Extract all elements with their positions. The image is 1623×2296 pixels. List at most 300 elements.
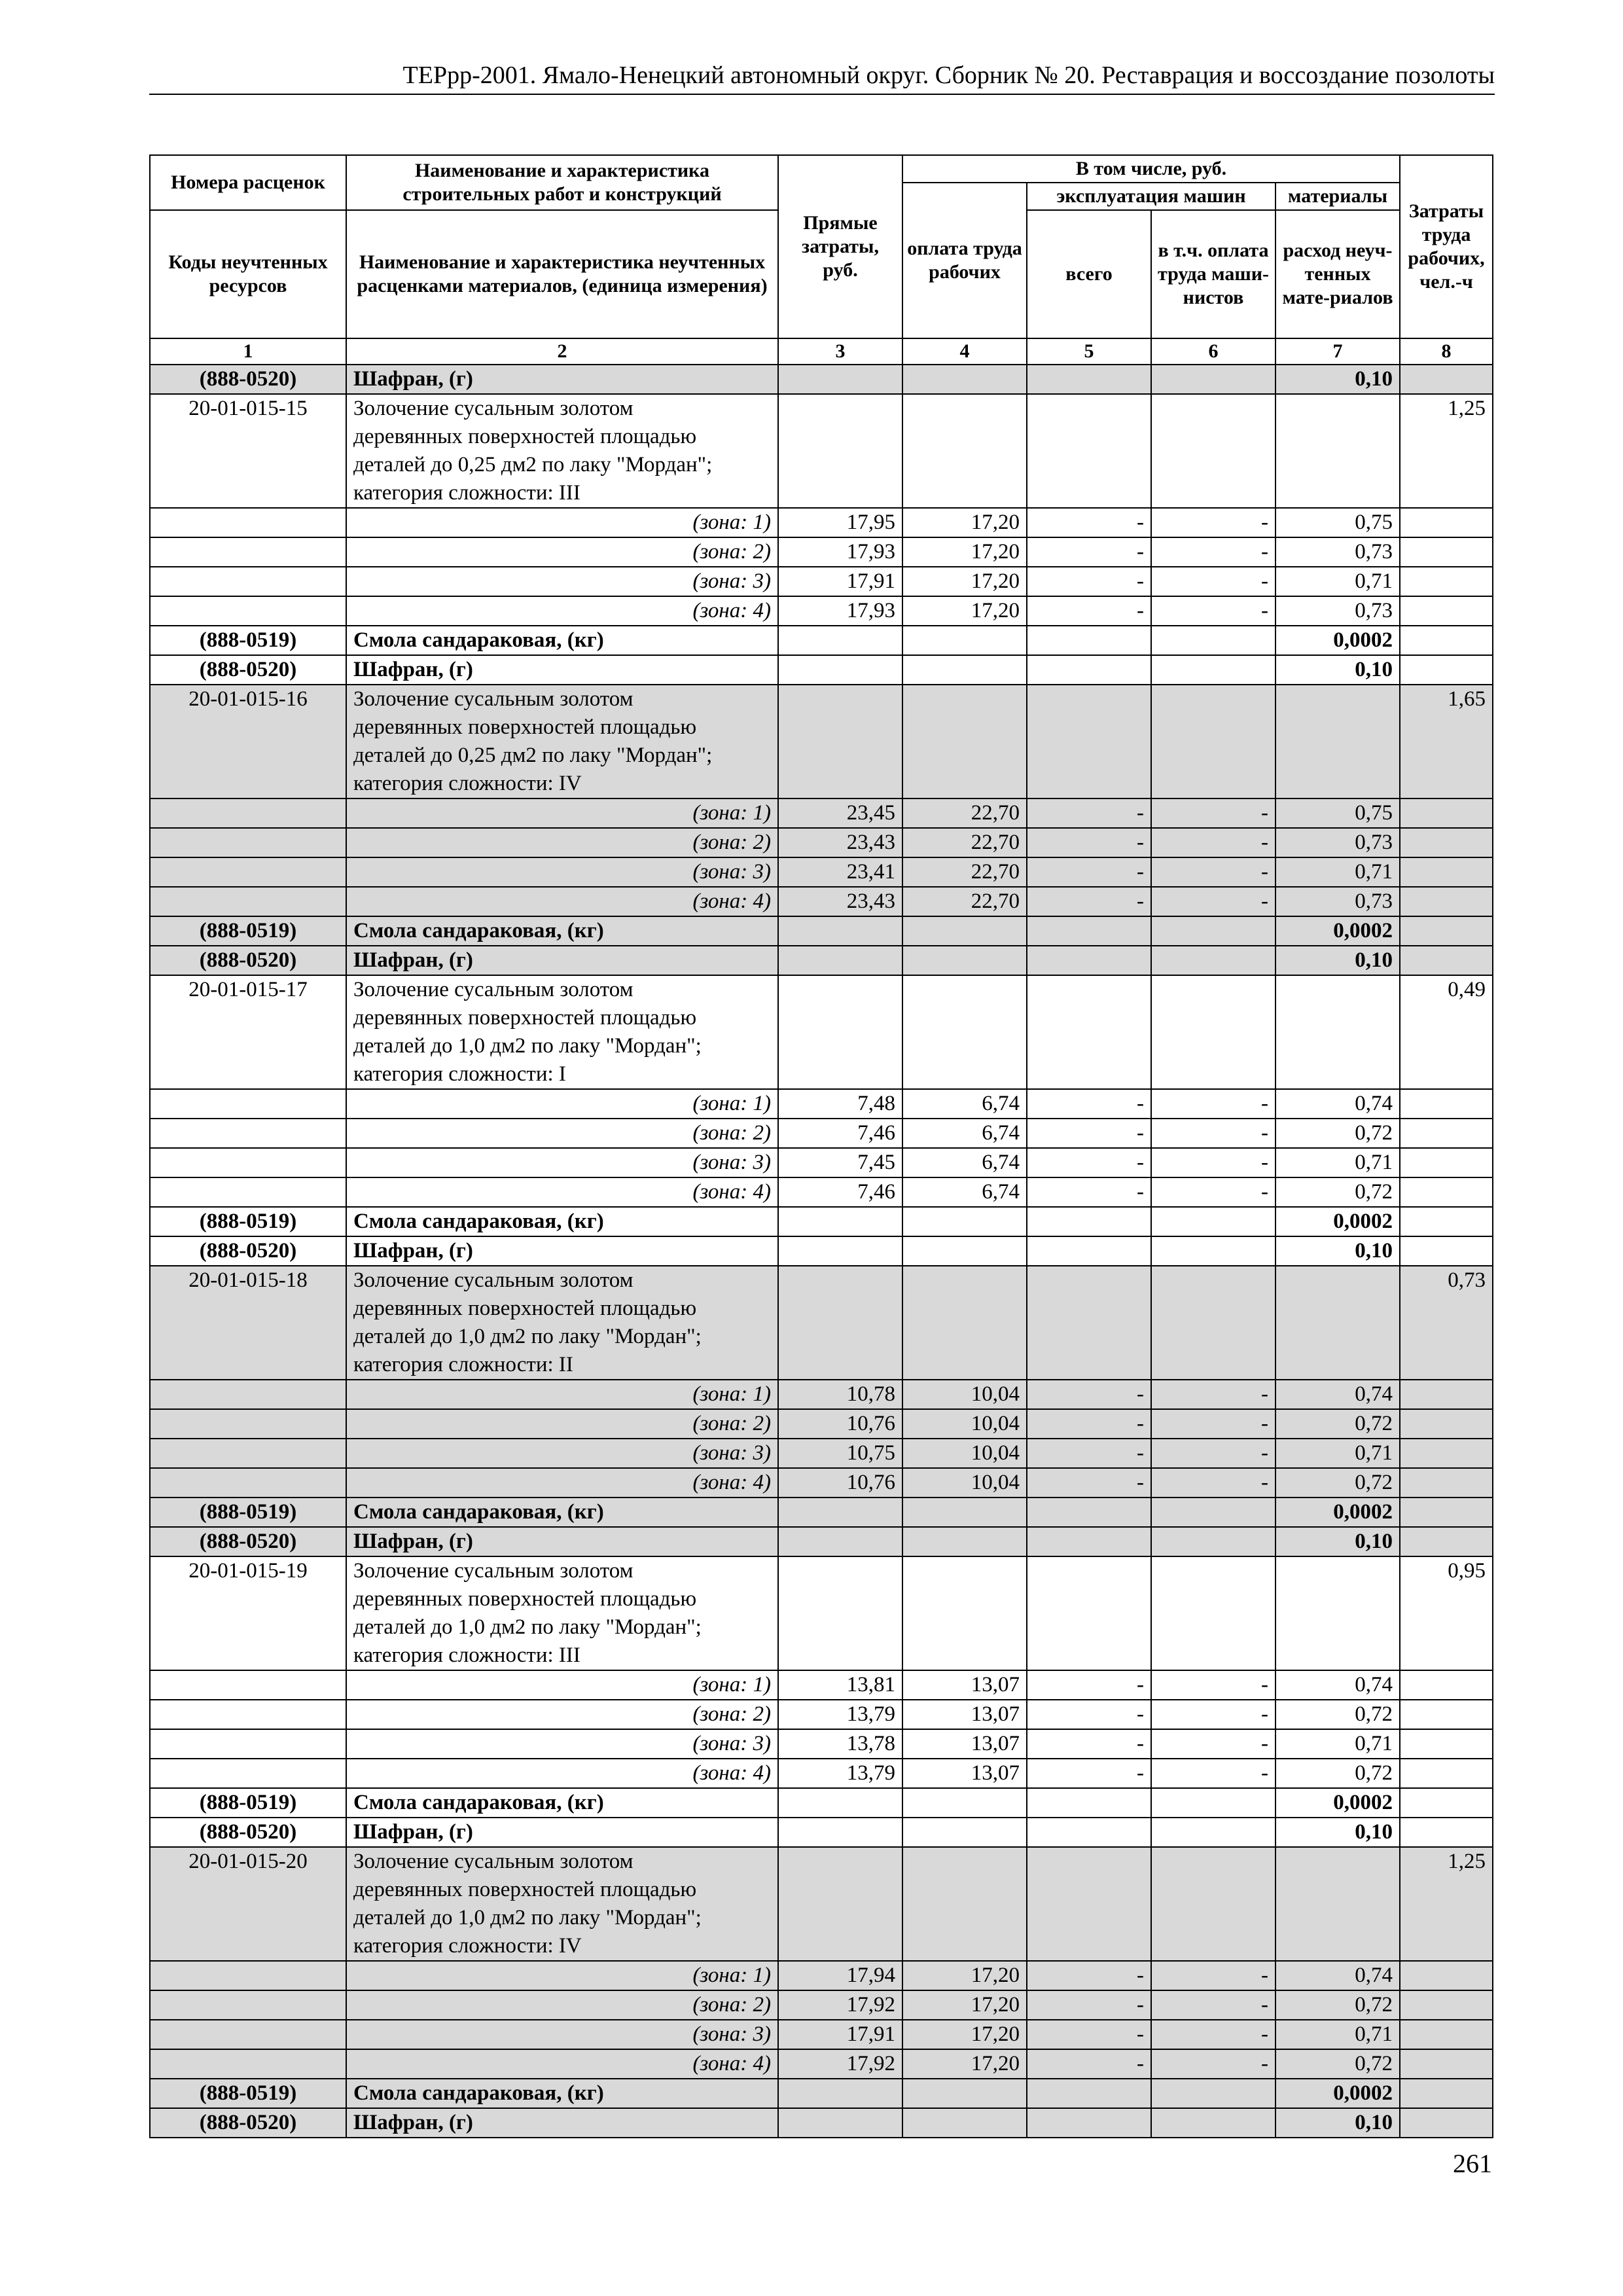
column-number: 6 [1151,338,1275,365]
direct-cost: 10,76 [778,1468,902,1498]
machines-total: - [1027,2049,1151,2079]
rate-block [150,975,1493,1266]
direct-cost: 23,45 [778,798,902,828]
machines-total: - [1027,1990,1151,2020]
description-line: категория сложности: IV [353,1934,582,1958]
description-line: категория сложности: I [353,1062,566,1086]
material-cost: 0,72 [1275,1700,1400,1729]
machines-total: - [1027,887,1151,916]
header-machine-operation: эксплуатация машин [1027,183,1275,210]
machines-total: - [1027,1759,1151,1788]
material-consumption: 0,10 [1275,365,1400,394]
worker-wage: 17,20 [902,508,1027,537]
description-line: деревянных поверхностей площадью [353,425,697,448]
rate-description [346,1266,778,1380]
direct-cost: 23,43 [778,887,902,916]
material-row [150,1527,1493,1556]
zone-row [150,1700,1493,1729]
zone-label: (зона: 3) [346,2020,778,2049]
zone-label: (зона: 2) [346,828,778,857]
material-consumption: 0,0002 [1275,1207,1400,1236]
material-row [150,626,1493,655]
machinist-wage: - [1151,1990,1275,2020]
description-line: категория сложности: IV [353,772,582,795]
direct-cost: 7,46 [778,1177,902,1207]
worker-wage: 10,04 [902,1468,1027,1498]
material-name: Шафран, (г) [346,655,778,685]
machinist-wage: - [1151,1148,1275,1177]
material-name: Смола сандараковая, (кг) [346,626,778,655]
description-line: Золочение сусальным золотом [353,687,633,711]
labor-cost: 0,49 [1400,975,1493,1089]
rate-code: 20-01-015-17 [150,975,346,1089]
rate-code: 20-01-015-15 [150,394,346,508]
zone-row [150,1089,1493,1119]
worker-wage: 6,74 [902,1177,1027,1207]
description-line: категория сложности: II [353,1353,573,1376]
material-name: Смола сандараковая, (кг) [346,1498,778,1527]
material-name: Шафран, (г) [346,1818,778,1847]
description-line: Золочение сусальным золотом [353,1559,633,1583]
zone-label: (зона: 3) [346,1729,778,1759]
machinist-wage: - [1151,1759,1275,1788]
material-name: Шафран, (г) [346,2108,778,2138]
material-row [150,2108,1493,2138]
machines-total: - [1027,508,1151,537]
zone-row [150,798,1493,828]
direct-cost: 13,81 [778,1670,902,1700]
direct-cost: 17,93 [778,596,902,626]
material-row [150,1818,1493,1847]
header-rule [149,94,1495,95]
zone-row [150,1759,1493,1788]
column-number: 3 [778,338,902,365]
machinist-wage: - [1151,567,1275,596]
zone-row [150,1670,1493,1700]
machines-total: - [1027,1670,1151,1700]
material-row [150,2079,1493,2108]
rate-row [150,1847,1493,1961]
material-row [150,1498,1493,1527]
material-name: Шафран, (г) [346,1527,778,1556]
description-line: Золочение сусальным золотом [353,978,633,1001]
header-direct-costs: Прямые затраты, руб. [778,155,902,338]
header-unaccounted-materials: расход неуч-тенных мате-риалов [1275,210,1400,338]
running-header: ТЕРрр-2001. Ямало-Ненецкий автономный округ. Сборник № 20. Реставрация и воссоздание позолоты [402,62,1495,89]
zone-label: (зона: 4) [346,1759,778,1788]
direct-cost: 7,46 [778,1119,902,1148]
zone-label: (зона: 4) [346,2049,778,2079]
zone-row [150,537,1493,567]
direct-cost: 17,93 [778,537,902,567]
zone-label: (зона: 2) [346,1990,778,2020]
zone-row [150,1119,1493,1148]
worker-wage: 17,20 [902,1961,1027,1990]
zone-row [150,567,1493,596]
material-cost: 0,72 [1275,1468,1400,1498]
machinist-wage: - [1151,537,1275,567]
zone-label: (зона: 3) [346,857,778,887]
machinist-wage: - [1151,596,1275,626]
zone-row [150,887,1493,916]
material-name: Шафран, (г) [346,365,778,394]
description-line: деталей до 1,0 дм2 по лаку "Мордан"; [353,1615,702,1639]
labor-cost: 1,25 [1400,394,1493,508]
direct-cost: 10,76 [778,1409,902,1439]
description-line: категория сложности: III [353,1643,580,1667]
zone-label: (зона: 4) [346,1468,778,1498]
direct-cost: 7,48 [778,1089,902,1119]
zone-label: (зона: 4) [346,596,778,626]
header-rate-numbers: Номера расценок [150,155,346,210]
rate-description [346,975,778,1089]
rate-block [150,1266,1493,1556]
direct-cost: 17,94 [778,1961,902,1990]
rate-description [346,685,778,798]
worker-wage: 22,70 [902,828,1027,857]
rate-block [150,685,1493,975]
zone-label: (зона: 2) [346,537,778,567]
direct-cost: 13,79 [778,1700,902,1729]
worker-wage: 17,20 [902,2049,1027,2079]
worker-wage: 17,20 [902,2020,1027,2049]
material-consumption: 0,10 [1275,1236,1400,1266]
description-line: категория сложности: III [353,481,580,505]
header-machinist-wages: в т.ч. оплата труда маши-нистов [1151,210,1275,338]
rate-description [346,394,778,508]
material-consumption: 0,0002 [1275,2079,1400,2108]
material-cost: 0,72 [1275,1759,1400,1788]
column-number: 8 [1400,338,1493,365]
zone-label: (зона: 2) [346,1119,778,1148]
machines-total: - [1027,1439,1151,1468]
material-consumption: 0,10 [1275,1527,1400,1556]
machines-total: - [1027,567,1151,596]
worker-wage: 6,74 [902,1148,1027,1177]
worker-wage: 6,74 [902,1119,1027,1148]
machines-total: - [1027,798,1151,828]
labor-cost: 0,73 [1400,1266,1493,1380]
material-cost: 0,74 [1275,1961,1400,1990]
machines-total: - [1027,1089,1151,1119]
material-name: Смола сандараковая, (кг) [346,2079,778,2108]
rate-description [346,1847,778,1961]
resource-code: (888-0519) [150,1788,346,1818]
header-machines-total: всего [1027,210,1151,338]
machines-total: - [1027,1380,1151,1409]
zone-row [150,857,1493,887]
direct-cost: 23,41 [778,857,902,887]
zone-row [150,508,1493,537]
direct-cost: 17,95 [778,508,902,537]
rate-code: 20-01-015-18 [150,1266,346,1380]
direct-cost: 17,92 [778,1990,902,2020]
labor-cost: 1,25 [1400,1847,1493,1961]
material-cost: 0,72 [1275,2049,1400,2079]
material-cost: 0,72 [1275,1177,1400,1207]
resource-code: (888-0520) [150,1236,346,1266]
material-row [150,946,1493,975]
material-cost: 0,75 [1275,798,1400,828]
header-labor-costs: Затраты труда рабочих, чел.-ч [1400,155,1493,338]
machines-total: - [1027,596,1151,626]
machinist-wage: - [1151,1961,1275,1990]
resource-code: (888-0520) [150,365,346,394]
direct-cost: 23,43 [778,828,902,857]
direct-cost: 13,79 [778,1759,902,1788]
material-consumption: 0,10 [1275,1818,1400,1847]
zone-row [150,1409,1493,1439]
resource-code: (888-0520) [150,655,346,685]
zone-row [150,1148,1493,1177]
worker-wage: 17,20 [902,537,1027,567]
rates-table [149,154,1493,2138]
material-cost: 0,71 [1275,1439,1400,1468]
zone-label: (зона: 1) [346,1670,778,1700]
header-resource-codes: Коды неучтенных ресурсов [150,210,346,338]
material-consumption: 0,10 [1275,946,1400,975]
material-consumption: 0,10 [1275,655,1400,685]
zone-label: (зона: 1) [346,1089,778,1119]
rate-block [150,1847,1493,2138]
rate-block [150,1556,1493,1847]
zone-label: (зона: 3) [346,1148,778,1177]
machines-total: - [1027,1148,1151,1177]
worker-wage: 17,20 [902,567,1027,596]
labor-cost: 0,95 [1400,1556,1493,1670]
direct-cost: 17,92 [778,2049,902,2079]
machinist-wage: - [1151,508,1275,537]
description-line: деревянных поверхностей площадью [353,1587,697,1611]
column-number: 2 [346,338,778,365]
worker-wage: 17,20 [902,1990,1027,2020]
material-cost: 0,74 [1275,1089,1400,1119]
description-line: деревянных поверхностей площадью [353,1006,697,1030]
rate-row [150,975,1493,1089]
zone-row [150,2020,1493,2049]
rate-row [150,1266,1493,1380]
worker-wage: 10,04 [902,1439,1027,1468]
worker-wage: 13,07 [902,1759,1027,1788]
rate-code: 20-01-015-16 [150,685,346,798]
zone-row [150,1177,1493,1207]
zone-label: (зона: 1) [346,1380,778,1409]
machinist-wage: - [1151,2049,1275,2079]
zone-label: (зона: 1) [346,1961,778,1990]
zone-label: (зона: 1) [346,508,778,537]
worker-wage: 13,07 [902,1729,1027,1759]
zone-label: (зона: 3) [346,567,778,596]
direct-cost: 17,91 [778,2020,902,2049]
zone-row [150,1380,1493,1409]
worker-wage: 10,04 [902,1380,1027,1409]
worker-wage: 10,04 [902,1409,1027,1439]
material-row [150,655,1493,685]
direct-cost: 13,78 [778,1729,902,1759]
zone-label: (зона: 4) [346,1177,778,1207]
resource-code: (888-0519) [150,1498,346,1527]
material-cost: 0,73 [1275,828,1400,857]
material-cost: 0,75 [1275,508,1400,537]
machinist-wage: - [1151,1409,1275,1439]
description-line: Золочение сусальным золотом [353,1850,633,1873]
material-consumption: 0,0002 [1275,916,1400,946]
material-name: Смола сандараковая, (кг) [346,1788,778,1818]
zone-label: (зона: 2) [346,1700,778,1729]
direct-cost: 17,91 [778,567,902,596]
resource-code: (888-0519) [150,2079,346,2108]
material-cost: 0,73 [1275,537,1400,567]
material-row [150,1236,1493,1266]
machines-total: - [1027,828,1151,857]
zone-label: (зона: 1) [346,798,778,828]
rate-row [150,685,1493,798]
material-cost: 0,72 [1275,1990,1400,2020]
material-cost: 0,73 [1275,887,1400,916]
material-consumption: 0,0002 [1275,1498,1400,1527]
material-cost: 0,72 [1275,1409,1400,1439]
zone-row [150,1990,1493,2020]
material-name: Смола сандараковая, (кг) [346,916,778,946]
zone-label: (зона: 2) [346,1409,778,1439]
column-number: 7 [1275,338,1400,365]
material-cost: 0,73 [1275,596,1400,626]
description-line: деревянных поверхностей площадью [353,1878,697,1901]
machinist-wage: - [1151,1089,1275,1119]
machines-total: - [1027,1700,1151,1729]
rate-description [346,1556,778,1670]
direct-cost: 10,78 [778,1380,902,1409]
machinist-wage: - [1151,2020,1275,2049]
labor-cost: 1,65 [1400,685,1493,798]
zone-label: (зона: 3) [346,1439,778,1468]
description-line: деталей до 0,25 дм2 по лаку "Мордан"; [353,453,713,476]
page-number: 261 [1453,2149,1492,2178]
machinist-wage: - [1151,1729,1275,1759]
direct-cost: 10,75 [778,1439,902,1468]
column-number: 4 [902,338,1027,365]
resource-code: (888-0520) [150,1527,346,1556]
rate-code: 20-01-015-19 [150,1556,346,1670]
zone-row [150,2049,1493,2079]
worker-wage: 13,07 [902,1700,1027,1729]
description-line: деталей до 1,0 дм2 по лаку "Мордан"; [353,1325,702,1348]
description-line: деревянных поверхностей площадью [353,715,697,739]
material-row [150,365,1493,394]
material-consumption: 0,0002 [1275,626,1400,655]
column-number: 5 [1027,338,1151,365]
machinist-wage: - [1151,828,1275,857]
machines-total: - [1027,857,1151,887]
resource-code: (888-0520) [150,946,346,975]
worker-wage: 6,74 [902,1089,1027,1119]
material-consumption: 0,10 [1275,2108,1400,2138]
resource-code: (888-0520) [150,2108,346,2138]
description-line: Золочение сусальным золотом [353,397,633,420]
material-name: Шафран, (г) [346,946,778,975]
material-cost: 0,74 [1275,1670,1400,1700]
worker-wage: 13,07 [902,1670,1027,1700]
material-cost: 0,71 [1275,1148,1400,1177]
material-cost: 0,74 [1275,1380,1400,1409]
worker-wage: 22,70 [902,887,1027,916]
machinist-wage: - [1151,857,1275,887]
material-row [150,1207,1493,1236]
material-row [150,1788,1493,1818]
machinist-wage: - [1151,1177,1275,1207]
resource-code: (888-0519) [150,1207,346,1236]
machines-total: - [1027,1961,1151,1990]
rate-code: 20-01-015-20 [150,1847,346,1961]
header-materials: материалы [1275,183,1400,210]
machinist-wage: - [1151,1119,1275,1148]
description-line: деталей до 1,0 дм2 по лаку "Мордан"; [353,1034,702,1058]
machines-total: - [1027,1409,1151,1439]
rate-block [150,394,1493,685]
description-line: деталей до 0,25 дм2 по лаку "Мордан"; [353,744,713,767]
machines-total: - [1027,1729,1151,1759]
worker-wage: 17,20 [902,596,1027,626]
direct-cost: 7,45 [778,1148,902,1177]
material-cost: 0,71 [1275,567,1400,596]
header-work-name: Наименование и характеристика строительных работ и конструкций [346,155,778,210]
description-line: Золочение сусальным золотом [353,1268,633,1292]
worker-wage: 22,70 [902,798,1027,828]
machinist-wage: - [1151,1670,1275,1700]
zone-row [150,1729,1493,1759]
machines-total: - [1027,1468,1151,1498]
material-cost: 0,72 [1275,1119,1400,1148]
header-material-names: Наименование и характеристика неучтенных расценками материалов, (единица измерения) [346,210,778,338]
zone-row [150,596,1493,626]
material-row [150,916,1493,946]
column-number: 1 [150,338,346,365]
worker-wage: 22,70 [902,857,1027,887]
table-header [150,155,1493,365]
header-including: В том числе, руб. [902,155,1400,183]
machinist-wage: - [1151,1380,1275,1409]
description-line: деталей до 1,0 дм2 по лаку "Мордан"; [353,1906,702,1929]
zone-row [150,828,1493,857]
description-line: деревянных поверхностей площадью [353,1297,697,1320]
machines-total: - [1027,537,1151,567]
machinist-wage: - [1151,1700,1275,1729]
machinist-wage: - [1151,1439,1275,1468]
material-name: Шафран, (г) [346,1236,778,1266]
resource-code: (888-0520) [150,1818,346,1847]
machines-total: - [1027,1119,1151,1148]
machines-total: - [1027,2020,1151,2049]
zone-row [150,1439,1493,1468]
zone-label: (зона: 4) [346,887,778,916]
zone-row [150,1468,1493,1498]
material-cost: 0,71 [1275,2020,1400,2049]
material-consumption: 0,0002 [1275,1788,1400,1818]
zone-row [150,1961,1493,1990]
machinist-wage: - [1151,798,1275,828]
material-name: Смола сандараковая, (кг) [346,1207,778,1236]
resource-code: (888-0519) [150,916,346,946]
machines-total: - [1027,1177,1151,1207]
rate-row [150,394,1493,508]
rate-row [150,1556,1493,1670]
resource-code: (888-0519) [150,626,346,655]
machinist-wage: - [1151,1468,1275,1498]
continuation-block [150,365,1493,394]
machinist-wage: - [1151,887,1275,916]
material-cost: 0,71 [1275,1729,1400,1759]
column-number-row [150,338,1493,365]
